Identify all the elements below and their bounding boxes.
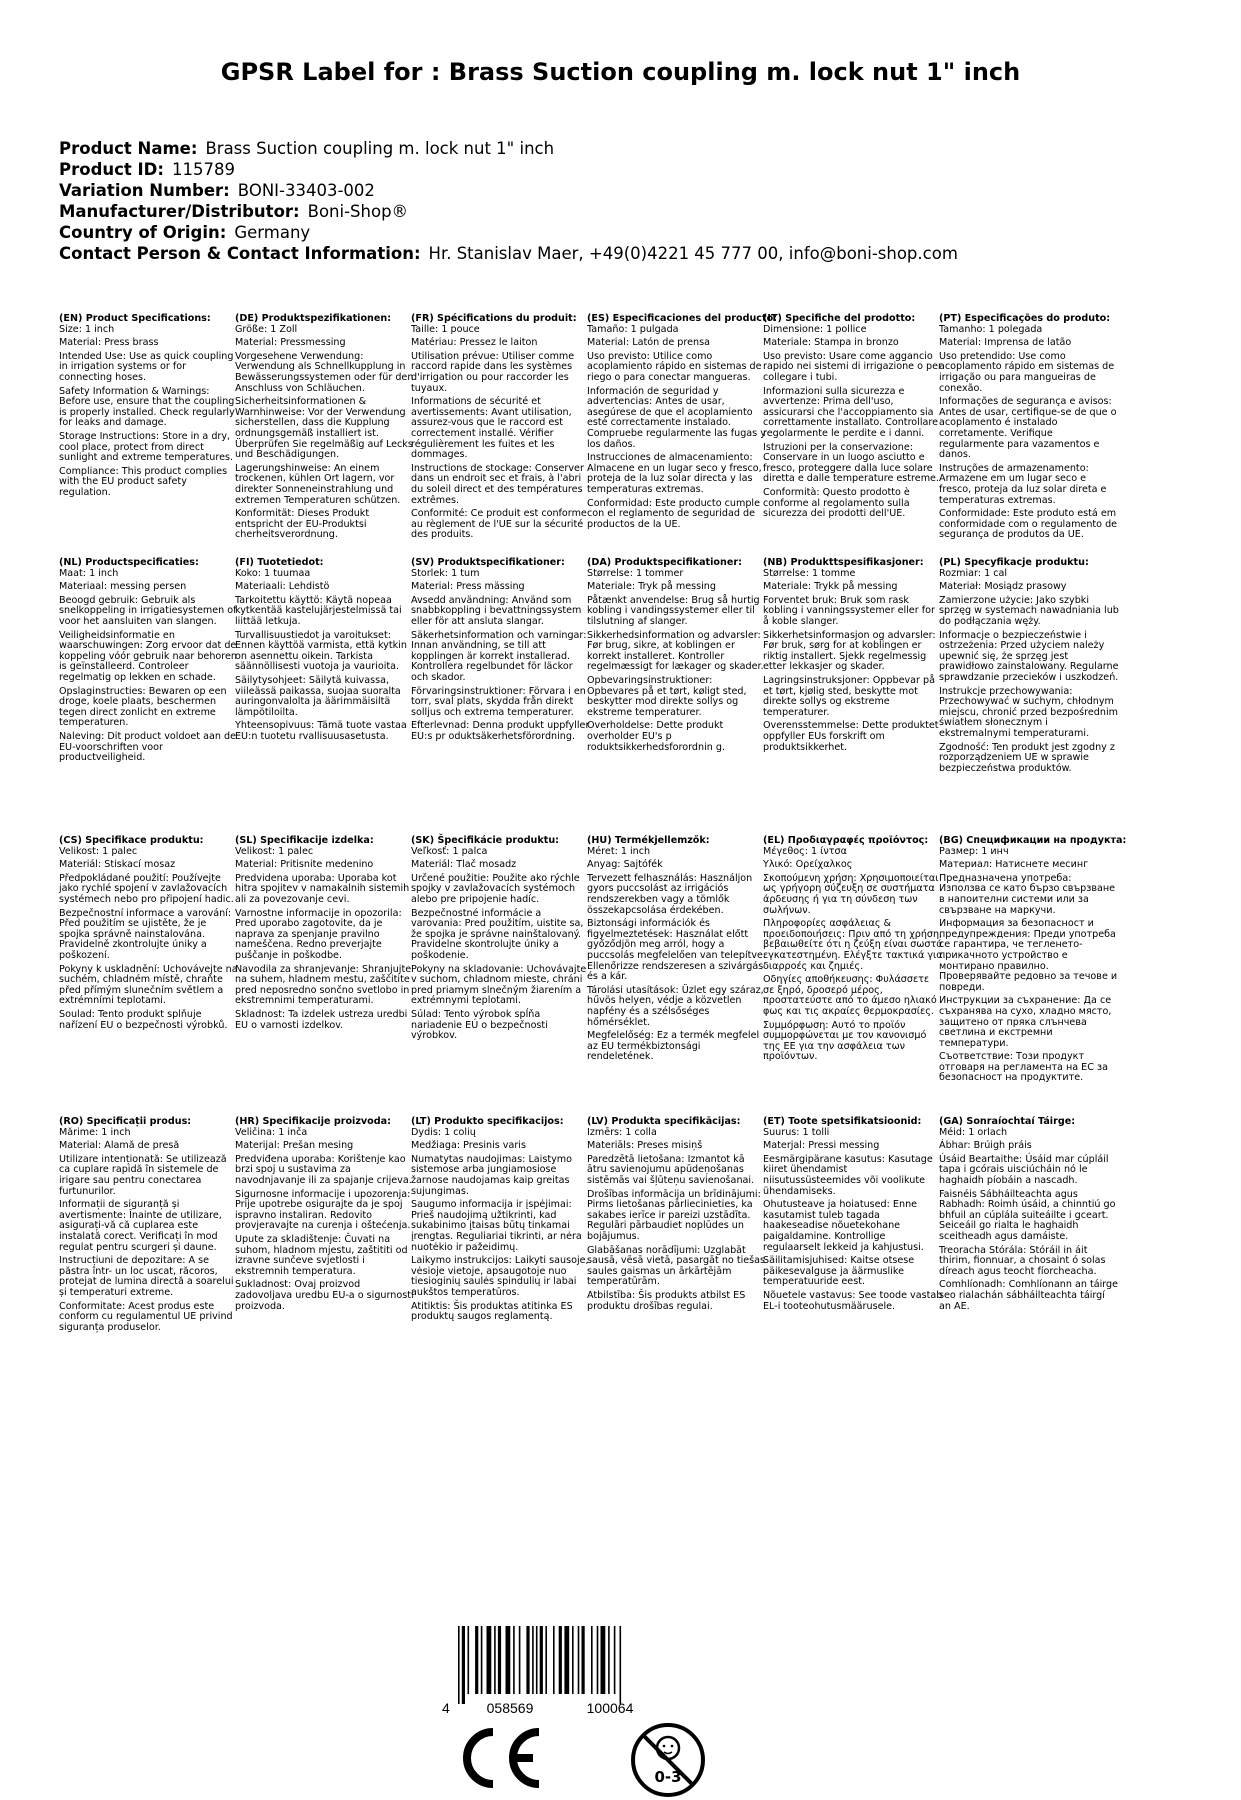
spec-block: [763, 314, 943, 523]
info-label: Manufacturer/Distributor:: [59, 202, 300, 221]
spec-line: Ohutusteave ja hoiatused: Enne kasutamist tuleb tagada haakeseadise nõuetekohane paigaldamine. Kontrollige regulaarselt lekkeid ja kahjustusi.: [763, 1199, 924, 1253]
barcode-digit-first: 4: [442, 1700, 450, 1716]
spec-line: Predvidena uporaba: Uporaba kot hitra spojitev v namakalnih sistemih ali za povezovanje cevi.: [235, 872, 410, 905]
spec-line: Beoogd gebruik: Gebruik als snelkoppeling in irrigatiesystemen of voor het aansluiten van slangen.: [59, 594, 237, 627]
info-label: Country of Origin:: [59, 223, 227, 242]
spec-line: Mărime: 1 inch: [59, 1126, 131, 1138]
spec-block: [939, 835, 1127, 1087]
spec-line: Izmērs: 1 colla: [587, 1126, 657, 1138]
country-row: [59, 222, 958, 243]
manufacturer-row: [59, 201, 958, 222]
spec-block: [59, 314, 239, 502]
spec-line: Dydis: 1 colių: [411, 1126, 476, 1138]
spec-line: Säilitamisjuhised: Kaitse otsese päikesevalguse ja äärmuslike temperatuuride eest.: [763, 1255, 915, 1288]
spec-line: Uso previsto: Utilice como acoplamiento rápido en sistemas de riego o para conectar mangueras.: [587, 350, 762, 383]
barcode-bar: [462, 1626, 465, 1704]
spec-line: Konformität: Dieses Produkt entspricht der EU-Produktsi cherheitsverordnung.: [235, 508, 370, 541]
spec-line: Bezpečnostní informace a varování: Před použitím se ujistěte, že je spojka správně nainstalována. Pravidelně zkontrolujte úniky a poškození.: [59, 907, 232, 961]
spec-line: Informazioni sulla sicurezza e avvertenze: Prima dell'uso, assicurarsi che l'accoppiamento sia correttamente installato. Controllare regolarmente le perdite e i danni.: [763, 385, 939, 439]
ce-letter-c: [467, 1732, 493, 1784]
spec-line: Informações de segurança e avisos: Antes de usar, certifique-se de que o acoplamento é instalado corretamente. Verifique regularmente para vazamentos e danos.: [939, 396, 1117, 461]
spec-line: Lagerungshinweise: An einem trockenen, kühlen Ort lagern, vor direkter Sonneneinstrahlung und extremen Temperaturen schützen.: [235, 462, 401, 506]
spec-line: Veľkosť: 1 palca: [411, 845, 488, 857]
barcode-bar: [591, 1626, 593, 1694]
spec-block: [59, 558, 239, 767]
spec-line: Storlek: 1 tum: [411, 567, 480, 579]
spec-line: Matériau: Pressez le laiton: [411, 337, 538, 349]
spec-line: Biztonsági információk és figyelmeztetések: Használat előtt győződjön meg arról, hogy a puccsolás megfelelően van telepítve. Ellenőrizze rendszeresen a szivárgás és a kár.: [587, 918, 766, 983]
spec-line: Bezpečnostné informácie a varovania: Pred použitím, uistite sa, že spojka je správne nainštalovaný. Pravidelne skontrolujte úniky a poškodenie.: [411, 907, 584, 961]
barcode-bars: [458, 1626, 621, 1704]
spec-line: Instrukcje przechowywania: Przechowywać w suchym, chłodnym miejscu, chronić przed bezpośrednim światłem słonecznym i ekstremalnymi temperaturami.: [939, 685, 1118, 739]
spec-heading: (SL) Specifikacije izdelka:: [235, 835, 374, 846]
spec-line: Material: Press mässing: [411, 581, 525, 593]
spec-line: Material: Press brass: [59, 337, 159, 349]
spec-block: [411, 1117, 591, 1326]
spec-line: Säkerhetsinformation och varningar: Innan användning, se till att kopplingen är korrekt installerad. Kontrollera regelbundet för läckor och skador.: [411, 629, 587, 683]
info-label: Product Name:: [59, 139, 198, 158]
barcode-bar: [519, 1626, 521, 1694]
spec-heading: (LT) Produkto specifikacijos:: [411, 1116, 564, 1127]
info-value: Brass Suction coupling m. lock nut 1" inch: [205, 139, 555, 158]
spec-line: Materiál: Stiskací mosaz: [59, 859, 176, 871]
spec-line: Nõuetele vastavus: See toode vastab EL-i tooteohutusmäärusele.: [763, 1289, 943, 1312]
spec-line: Opslaginstructies: Bewaren op een droge, koele plaats, beschermen tegen direct zonlicht en extreme temperaturen.: [59, 685, 227, 729]
spec-line: Informacje o bezpieczeństwie i ostrzeżenia: Przed użyciem należy upewnić się, że sprzęg jest prawidłowo zainstalowany. Regularne sprawdzanie przecieków i uszkodzeń.: [939, 629, 1119, 683]
barcode-bar: [582, 1626, 585, 1694]
spec-line: Tervezett felhasználás: Használjon gyors puccsolást az irrigációs rendszerekben vagy a tömlők összekapcsolása érdekében.: [587, 872, 753, 916]
barcode-bar: [513, 1626, 515, 1694]
spec-line: Utilisation prévue: Utiliser comme raccord rapide dans les systèmes d'irrigation ou pour raccorder les tuyaux.: [411, 350, 575, 394]
barcode-bar: [597, 1626, 599, 1694]
barcode-bar: [545, 1626, 547, 1694]
barcode-bar: [532, 1626, 534, 1694]
barcode-bar: [620, 1626, 622, 1704]
spec-line: Velikost: 1 palec: [235, 845, 314, 857]
barcode-digits-left: 058569: [486, 1700, 534, 1716]
barcode-bar: [526, 1626, 529, 1694]
spec-line: Efterlevnad: Denna produkt uppfyller EU:s pr oduktsäkerhetsförordning.: [411, 720, 590, 742]
spec-heading: (LV) Produkta specifikācijas:: [587, 1116, 741, 1127]
barcode-bar: [487, 1626, 492, 1694]
spec-line: Информация за безопасност и предупреждения: Преди употреба се гарантира, че тегленето-прикачното устройство е монтирано правилно. Проверявайте редовно за течове и повреди.: [939, 918, 1118, 993]
spec-block: [587, 558, 767, 756]
spec-line: Compliance: This product complies with the EU product safety regulation.: [59, 465, 228, 498]
spec-block: [411, 558, 591, 746]
spec-line: Sukladnost: Ovaj proizvod zadovoljava uredbu EU-a o sigurnosti proizvoda.: [235, 1279, 414, 1312]
info-value: Hr. Stanislav Maer, +49(0)4221 45 777 00, info@boni-shop.com: [428, 244, 958, 263]
info-value: Boni-Shop®: [307, 202, 409, 221]
spec-line: Intended Use: Use as quick coupling in irrigation systems or for connecting hoses.: [59, 350, 234, 383]
spec-heading: (SK) Špecifikácie produktu:: [411, 835, 560, 846]
spec-line: Suurus: 1 tolli: [763, 1126, 830, 1138]
spec-line: Navodila za shranjevanje: Shranjujte na suhem, hladnem mestu, zaščitite pred neposredno sončno svetlobo in ekstremnimi temperaturami.: [235, 963, 412, 1007]
spec-block: [763, 558, 943, 756]
product-id-row: [59, 159, 958, 180]
spec-line: Materiale: Tryk på messing: [587, 581, 716, 593]
spec-line: Sikkerhedsinformation og advarsler: Før brug, sikre, at koblingen er korrekt installeret. Kontroller regelmæssigt for lækager og skader.: [587, 629, 764, 673]
spec-line: Soulad: Tento produkt splňuje nařízení EU o bezpečnosti výrobků.: [59, 1008, 228, 1031]
spec-line: Materiaali: Lehdistö: [235, 581, 330, 593]
spec-heading: (DA) Produktspecifikationer:: [587, 557, 742, 568]
spec-block: [587, 1117, 767, 1315]
spec-block: [235, 1117, 415, 1315]
spec-line: Rozmiar: 1 cal: [939, 567, 1008, 579]
spec-line: Anyag: Sajtófék: [587, 859, 663, 871]
spec-line: Material: Latón de prensa: [587, 337, 710, 349]
spec-heading: (IT) Specifiche del prodotto:: [763, 313, 916, 324]
spec-line: Glabāšanas norādījumi: Uzglabāt sausā, vēsā vietā, pasargāt no tiešas saules gaismas un ārkārtējām temperatūrām.: [587, 1244, 766, 1288]
spec-line: Größe: 1 Zoll: [235, 323, 298, 335]
barcode-bar: [553, 1626, 555, 1694]
spec-line: Faisnéis Sábháilteachta agus Rabhadh: Roimh úsáid, a chinntiú go bhfuil an cúplála suiteáilte i gceart. Seiceáil go rialta le haghaidh sceitheadh agus damáiste.: [939, 1188, 1116, 1242]
spec-line: Conformidade: Este produto está em conformidade com o regulamento de segurança de produtos da UE.: [939, 508, 1118, 541]
spec-heading: (RO) Specificații produs:: [59, 1116, 192, 1127]
spec-line: Conformità: Questo prodotto è conforme al regolamento sulla sicurezza dei prodotti dell'UE.: [763, 486, 910, 520]
spec-heading: (ES) Especificaciones del producto:: [587, 313, 778, 324]
spec-line: Pokyny na skladovanie: Uchovávajte v suchom, chladnom mieste, chráni pred priamym slnečným žiarením a extrémnymi teplotami.: [411, 963, 587, 1007]
spec-heading: (ET) Toote spetsifikatsioonid:: [763, 1116, 922, 1127]
spec-line: Tamanho: 1 polegada: [939, 323, 1043, 335]
spec-line: Určené použitie: Použite ako rýchle spojky v zavlažovacích systémoch alebo pre pripojenie hadíc.: [411, 872, 580, 905]
barcode-digits-right: 100064: [586, 1700, 634, 1716]
spec-line: Uso previsto: Usare come aggancio rapido nei sistemi di irrigazione o per collegare i tubi.: [763, 350, 942, 383]
spec-line: Informații de siguranță și avertismente: Înainte de utilizare, asigurați-vă că cuplarea este instalată corect. Verificați în mod regulat pentru scurgeri și daune.: [59, 1199, 222, 1253]
spec-line: Υλικό: Ορείχαλκος: [763, 859, 853, 871]
spec-line: Sicherheitsinformationen & Warnhinweise: Vor der Verwendung sicherstellen, dass die Kupplung ordnungsgemäß installiert ist. Überprüfen Sie regelmäßig auf Lecks und Beschädigungen.: [235, 396, 413, 461]
spec-line: Saugumo informacija ir įspėjimai: Prieš naudojimą užtikrinti, kad sukabinimo įtaisas būtų tinkamai įrengtas. Reguliariai tikrinti, ar nėra nuotėkio ir pažeidimų.: [411, 1199, 582, 1253]
barcode-bar: [536, 1626, 538, 1694]
spec-heading: (GA) Sonraíochtaí Táirge:: [939, 1116, 1076, 1127]
spec-line: Μέγεθος: 1 ίντσα: [763, 845, 847, 857]
spec-line: Información de seguridad y advertencias: Antes de usar, asegúrese de que el acoplamiento esté correctamente instalado. Compruebe regularmente las fugas y los daños.: [587, 385, 766, 450]
spec-line: Eesmärgipärane kasutus: Kasutage kiiret ühendamist niisutussüsteemides või voolikute ühendamiseks.: [763, 1153, 933, 1197]
spec-block: [411, 314, 591, 544]
spec-line: Súlad: Tento výrobok spĺňa nariadenie EÚ o bezpečnosti výrobkov.: [411, 1008, 548, 1042]
spec-line: Инструкции за съхранение: Да се съхранява на сухо, хладно място, защитено от пряка слънчева светлина и екстремни температури.: [939, 995, 1112, 1049]
info-label: Product ID:: [59, 160, 164, 179]
spec-line: Sigurnosne informacije i upozorenja: Prije upotrebe osigurajte da je spoj ispravno instaliran. Redovito provjeravajte na curenja i oštećenja.: [235, 1188, 411, 1232]
spec-line: Conformité: Ce produit est conforme au règlement de l'UE sur la sécurité des produits.: [411, 508, 587, 541]
barcode-bar: [601, 1626, 606, 1694]
spec-heading: (NL) Productspecificaties:: [59, 557, 199, 568]
spec-line: Lagringsinstruksjoner: Oppbevar på et tørt, kjølig sted, beskytte mot direkte sollys og ekstreme temperaturer.: [763, 674, 935, 718]
barcode-bar: [498, 1626, 501, 1694]
spec-line: Materijal: Prešan mesing: [235, 1140, 354, 1152]
spec-line: Treoracha Stórála: Stóráil in áit thirim, fionnuar, a chosaint ó solas díreach agus teocht fíorcheacha.: [939, 1244, 1106, 1277]
spec-line: Ábhar: Brúigh práis: [939, 1140, 1032, 1152]
spec-heading: (EN) Product Specifications:: [59, 313, 211, 324]
spec-heading: (EL) Προδιαγραφές προϊόντος:: [763, 835, 929, 846]
spec-block: [587, 313, 778, 533]
spec-line: Varnostne informacije in opozorila: Pred uporabo zagotovite, da je naprava za spenjanje pravilno nameščena. Redno preverjajte puščanje in poškodbe.: [235, 907, 402, 961]
spec-line: Velikost: 1 palec: [59, 845, 138, 857]
spec-line: Megfelelőség: Ez a termék megfelel az EU termékbiztonsági rendeletének.: [587, 1030, 760, 1063]
spec-line: Uso pretendido: Use como acoplamento rápido em sistemas de irrigação ou para mangueiras de conexão.: [939, 350, 1115, 394]
spec-line: Vorgesehene Verwendung: Verwendung als Schnellkupplung in Bewässerungssystemen oder für den Anschluss von Schläuchen.: [235, 350, 414, 394]
spec-block: [763, 1117, 943, 1315]
spec-block: [939, 558, 1119, 777]
info-value: BONI-33403-002: [237, 181, 375, 200]
spec-line: Σκοπούμενη χρήση: Χρησιμοποιείται ως γρήγορη σύζευξη σε συστήματα άρδευσης ή για τη σύνδεση των σωλήνων.: [763, 872, 939, 916]
spec-heading: (NB) Produkttspesifikasjoner:: [763, 557, 924, 568]
baby-face-icon: [657, 1737, 679, 1759]
barcode: [440, 1626, 740, 1716]
info-value: 115789: [171, 160, 235, 179]
variation-number-row: [59, 180, 958, 201]
barcode-bar: [564, 1626, 569, 1694]
spec-line: Úsáid Beartaithe: Úsáid mar cúpláil tapa i gcórais uisciúcháin nó le haghaidh píobáin a nascadh.: [939, 1153, 1109, 1186]
barcode-bar: [506, 1626, 511, 1694]
spec-line: Veličina: 1 inča: [235, 1126, 308, 1138]
spec-heading: (FI) Tuotetiedot:: [235, 557, 324, 568]
spec-heading: (FR) Spécifications du produit:: [411, 313, 577, 324]
info-value: Germany: [234, 223, 311, 242]
spec-line: Naleving: Dit product voldoet aan de EU-voorschriften voor productveiligheid.: [59, 730, 236, 764]
spec-line: Koko: 1 tuumaa: [235, 567, 311, 579]
spec-heading: (HR) Specifikacije proizvoda:: [235, 1116, 391, 1127]
spec-line: Upute za skladištenje: Čuvati na suhom, hladnom mjestu, zaštititi od izravne sunčeve svjetlosti i ekstremnih temperatura.: [235, 1233, 408, 1277]
spec-line: Συμμόρφωση: Αυτό το προϊόν συμμορφώνεται με τον κανονισμό της ΕΕ για την ασφάλεια των προϊόντων.: [763, 1019, 927, 1063]
spec-line: Materiale: Stampa in bronzo: [763, 337, 899, 349]
spec-line: Skladnost: Ta izdelek ustreza uredbi EU o varnosti izdelkov.: [235, 1008, 408, 1031]
spec-line: Materiāls: Preses misiņš: [587, 1140, 703, 1152]
spec-heading: (DE) Produktspezifikationen:: [235, 313, 392, 324]
spec-line: Paredzētā lietošana: Izmantot kā ātru savienojumu apūdeņošanas sistēmās vai šļūteņu savienošanai.: [587, 1153, 755, 1186]
spec-line: Zamierzone użycie: Jako szybki sprzęg w systemach nawadniania lub do podłączania węży.: [939, 594, 1119, 627]
spec-line: Materiál: Tlač mosadz: [411, 859, 517, 871]
spec-line: Méid: 1 orlach: [939, 1126, 1008, 1138]
spec-line: Material: Pressmessing: [235, 337, 346, 349]
spec-line: Materiaal: messing persen: [59, 581, 187, 593]
barcode-bar: [578, 1626, 580, 1694]
spec-line: Tarkoitettu käyttö: Käytä nopeaa kytkentää kastelujärjestelmissä tai liittää letkuja.: [235, 594, 402, 627]
product-info: [59, 138, 958, 264]
spec-line: Materjal: Pressi messing: [763, 1140, 880, 1152]
spec-block: [235, 836, 415, 1034]
spec-line: Tamaño: 1 pulgada: [587, 323, 679, 335]
spec-block: [939, 314, 1119, 544]
spec-line: Forventet bruk: Bruk som rask kobling i vanningssystemer eller for å koble slanger.: [763, 594, 935, 627]
spec-block: [59, 1117, 239, 1336]
spec-line: Förvaringsinstruktioner: Förvara i en torr, sval plats, skydda från direkt solljus och extrema temperaturer.: [411, 685, 586, 718]
spec-line: Taille: 1 pouce: [411, 323, 480, 335]
product-name-row: [59, 138, 958, 159]
spec-line: Medžiaga: Presinis varis: [411, 1140, 526, 1152]
spec-line: Materiał: Mosiądz prasowy: [939, 581, 1067, 593]
spec-block: [763, 836, 943, 1066]
spec-line: Съответствие: Този продукт отговаря на регламента на ЕС за безопасност на продуктите.: [939, 1051, 1108, 1084]
spec-line: Maat: 1 inch: [59, 567, 119, 579]
spec-line: Veiligheidsinformatie en waarschuwingen: Zorg ervoor dat de koppeling vóór gebruik naar behoren is geïnstalleerd. Controleer regelmatig op lekken en schade.: [59, 629, 237, 683]
spec-line: Méret: 1 inch: [587, 845, 651, 857]
spec-line: Atitiktis: Šis produktas atitinka ES produktų saugos reglamentą.: [411, 1300, 573, 1323]
age-range-label: 0-3: [654, 1768, 682, 1786]
spec-line: Размер: 1 инч: [939, 845, 1009, 857]
spec-line: Sikkerhetsinformasjon og advarsler: Før bruk, sørg for at koblingen er riktig installert. Sjekk regelmessig etter lekkasjer og skader.: [763, 629, 936, 673]
spec-line: Utilizare intenționată: Se utilizează ca cuplare rapidă în sistemele de irigare sau pentru conectarea furtunurilor.: [59, 1153, 227, 1197]
barcode-bar: [559, 1626, 562, 1694]
spec-line: Zgodność: Ten produkt jest zgodny z rozporządzeniem UE w sprawie bezpieczeństwa produktów.: [939, 741, 1115, 774]
spec-line: Материал: Натиснете месинг: [939, 859, 1089, 871]
spec-line: Οδηγίες αποθήκευσης: Φυλάσσετε σε ξηρό, δροσερό μέρος, προστατεύστε από το άμεσο ηλιακό φως και τις ακραίες θερμοκρασίες.: [763, 974, 937, 1017]
info-label: Contact Person & Contact Information:: [59, 244, 421, 263]
spec-heading: (CS) Specifikace produktu:: [59, 835, 204, 846]
spec-block: [235, 558, 415, 746]
spec-line: Πληροφορίες ασφάλειας & προειδοποιήσεις: Πριν από τη χρήση, βεβαιωθείτε ότι η ζεύξη είναι σωστά εγκατεστημένη. Ελέγξτε τακτικά για διαρροές και ζημιές.: [763, 918, 943, 972]
barcode-bar: [614, 1626, 616, 1694]
barcode-bar: [468, 1626, 470, 1694]
spec-line: Turvallisuustiedot ja varoitukset: Ennen käyttöä varmista, että kytkin on asennettu oikein. Tarkista säännöllisesti vuotoja ja vaurioita.: [235, 629, 407, 673]
spec-line: Conformitate: Acest produs este conform cu regulamentul UE privind siguranța produselor.: [59, 1300, 233, 1333]
spec-line: Numatytas naudojimas: Laistymo sistemose arba jungiamosiose žarnose naudojamas kaip greitas sujungimas.: [411, 1153, 572, 1197]
spec-line: Dimensione: 1 pollice: [763, 323, 867, 335]
spec-heading: (SV) Produktspecifikationer:: [411, 557, 565, 568]
spec-line: Yhteensopivuus: Tämä tuote vastaa EU:n tuotetu rvallisuusasetusta.: [235, 720, 407, 742]
spec-line: Istruzioni per la conservazione: Conservare in un luogo asciutto e fresco, proteggere dalla luce solare diretta e dalle temperature estreme.: [763, 441, 939, 485]
spec-line: Предназначена употреба: Използва се като бързо свързване в напоителни системи или за свързване на маркучи.: [939, 872, 1116, 916]
info-label: Variation Number:: [59, 181, 230, 200]
ce-mark: [453, 1726, 543, 1790]
spec-line: Säilytysohjeet: Säilytä kuivassa, viileässä paikassa, suojaa suoralta auringonvalolta ja äärimmäisiltä lämpötiloilta.: [235, 674, 401, 718]
barcode-bar: [481, 1626, 483, 1694]
barcode-bar: [540, 1626, 543, 1694]
spec-line: Predviđena uporaba: Korištenje kao brzi spoj u sustavima za navodnjavanje ili za spajanje crijeva.: [235, 1153, 412, 1186]
spec-line: Předpokládané použití: Používejte jako rychlé spojení v zavlažovacích systémech nebo pro připojení hadic.: [59, 872, 234, 905]
spec-line: Conformidad: Este producto cumple con el reglamento de seguridad de productos de la UE.: [587, 497, 760, 530]
spec-line: Size: 1 inch: [59, 323, 115, 335]
spec-line: Overholdelse: Dette produkt overholder EU's p roduktsikkerhedsforordnin g.: [587, 720, 726, 753]
spec-line: Størrelse: 1 tommer: [587, 567, 684, 579]
spec-line: Opbevaringsinstruktioner: Opbevares på et tørt, køligt sted, beskytter mod direkte sollys og ekstreme temperaturer.: [587, 674, 747, 718]
spec-line: Storage Instructions: Store in a dry, cool place, protect from direct sunlight and extreme temperatures.: [59, 430, 234, 464]
spec-heading: (PT) Especificações do produto:: [939, 313, 1111, 324]
spec-line: Instructions de stockage: Conserver dans un endroit sec et frais, à l'abri du soleil direct et des températures extrêmes.: [411, 462, 584, 506]
spec-line: Safety Information & Warnings: Before use, ensure that the coupling is properly installed. Check regularly for leaks and damage.: [59, 385, 235, 429]
spec-line: Laikymo instrukcijos: Laikyti sausoje, vėsioje vietoje, apsaugotoje nuo tiesioginių saulės spindulių ir labai aukštos temperatūros.: [411, 1255, 589, 1298]
barcode-bar: [494, 1626, 496, 1694]
barcode-bar: [608, 1626, 610, 1694]
spec-line: Comhlíonadh: Comhlíonann an táirge seo rialachán sábháilteachta táirgí an AE.: [939, 1279, 1119, 1312]
spec-line: Instrucțiuni de depozitare: A se păstra într- un loc uscat, răcoros, protejat de lumina directă a soarelui și temperaturi extreme.: [59, 1255, 234, 1298]
spec-heading: (BG) Спецификации на продукта:: [939, 835, 1127, 846]
spec-block: [587, 836, 767, 1066]
spec-line: Atbilstība: Šis produkts atbilst ES produktu drošības regulai.: [587, 1289, 746, 1312]
spec-line: Overensstemmelse: Dette produktet oppfyller EUs forskrift om produktsikkerhet.: [763, 720, 939, 753]
age-warning-icon: [628, 1720, 708, 1800]
spec-line: Material: Imprensa de latão: [939, 337, 1072, 349]
spec-line: Avsedd användning: Använd som snabbkoppling i bevattningssystem eller för att ansluta slangar.: [411, 594, 582, 627]
spec-line: Størrelse: 1 tomme: [763, 567, 856, 579]
spec-line: Instruções de armazenamento: Armazene em um lugar seco e fresco, proteja da luz solar direta e temperaturas extremas.: [939, 462, 1107, 506]
barcode-bar: [458, 1626, 460, 1704]
spec-block: [235, 314, 415, 544]
spec-block: [939, 1117, 1119, 1315]
spec-line: Tárolási utasítások: Üzlet egy száraz, hűvös helyen, védje a közvetlen napfény és a szélsőséges hőmérséklet.: [587, 984, 764, 1028]
spec-line: Påtænkt anvendelse: Brug så hurtig kobling i vandingssystemer eller til tilslutning af slanger.: [587, 594, 760, 627]
contact-row: [59, 243, 958, 264]
ce-letter-e: [511, 1732, 539, 1784]
spec-line: Material: Pritisnite medenino: [235, 859, 374, 871]
barcode-bar: [572, 1626, 574, 1694]
spec-heading: (HU) Termékjellemzők:: [587, 835, 710, 846]
spec-line: Pokyny k uskladnění: Uchovávejte na suchém, chladném místě, chraňte před přímým slunečním světlem a extrémními teplotami.: [59, 963, 238, 1007]
spec-line: Instrucciones de almacenamiento: Almacene en un lugar seco y fresco, proteja de la luz solar directa y las temperaturas extremas.: [587, 452, 762, 495]
spec-block: [411, 836, 591, 1045]
spec-heading: (PL) Specyfikacje produktu:: [939, 557, 1089, 568]
spec-line: Drošības informācija un brīdinājumi: Pirms lietošanas pārliecinieties, ka sakabes ierīce ir pareizi uzstādīta. Regulāri pārbaudiet noplūdes un bojājumus.: [587, 1188, 761, 1242]
spec-line: Material: Alamă de presă: [59, 1140, 180, 1152]
spec-block: [59, 836, 239, 1034]
spec-line: Materiale: Trykk på messing: [763, 581, 898, 593]
barcode-bar: [475, 1626, 478, 1694]
page-title: GPSR Label for : Brass Suction coupling m. lock nut 1" inch: [220, 58, 1021, 86]
spec-line: Informations de sécurité et avertissements: Avant utilisation, assurez-vous que le raccord est correctement installé. Vérifier régulièrement les fuites et les dommages.: [411, 396, 572, 461]
